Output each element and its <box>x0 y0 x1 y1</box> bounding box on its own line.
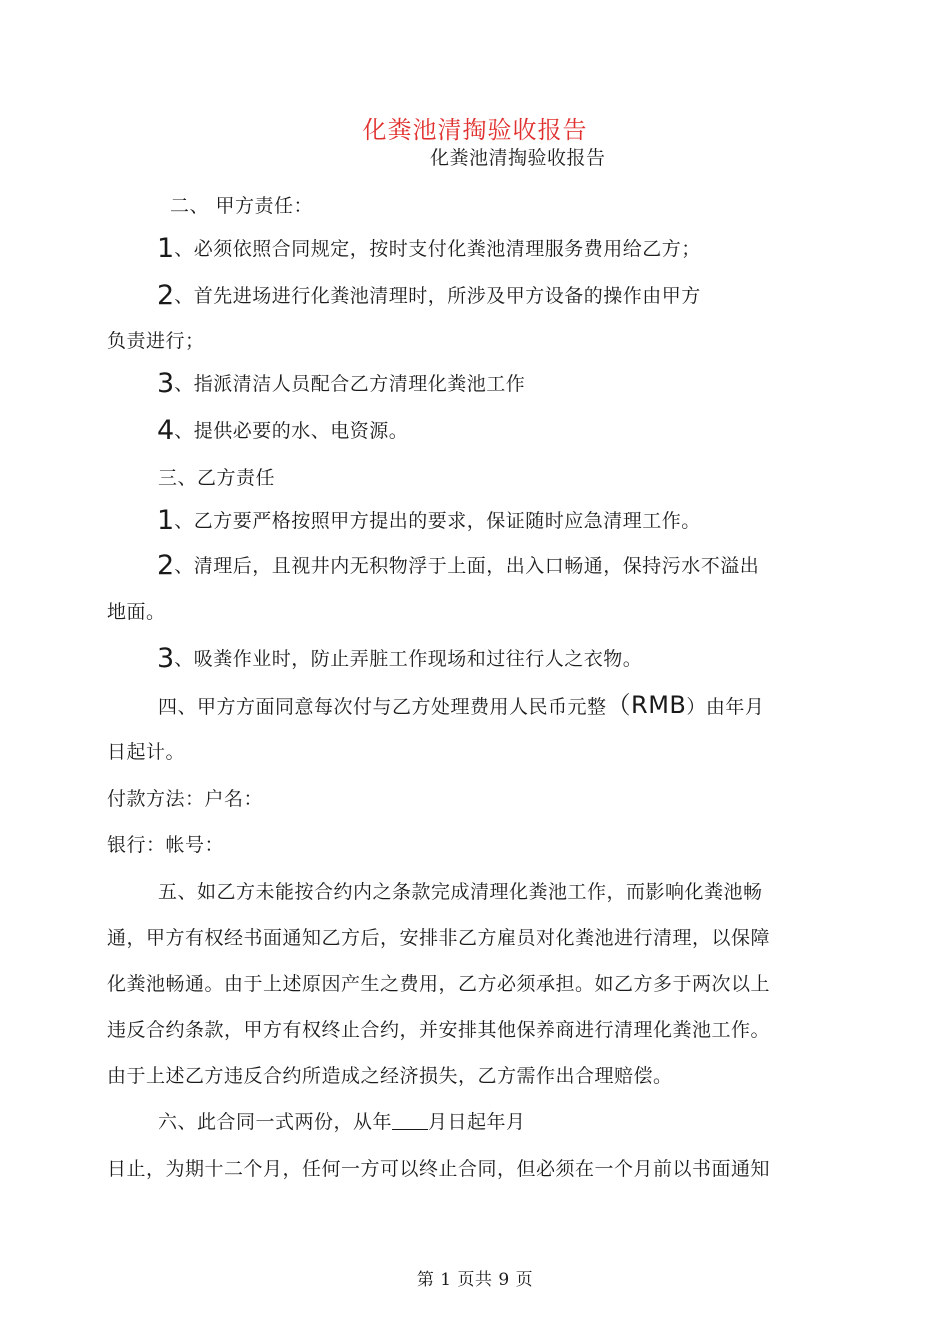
list-item-continuation: 负责进行； <box>107 330 205 352</box>
list-item <box>157 643 643 674</box>
paragraph-line: 由于上述乙方违反合约所造成之经济损失，乙方需作出合理赔偿。 <box>107 1065 673 1087</box>
paragraph-line: 化粪池畅通。由于上述原因产生之费用，乙方必须承担。如乙方多于两次以上 <box>107 973 771 995</box>
list-item <box>157 368 526 399</box>
paragraph-line: 违反合约条款，甲方有权终止合约，并安排其他保养商进行清理化粪池工作。 <box>107 1019 771 1041</box>
item-text: 、首先进场进行化粪池清理时，所涉及甲方设备的操作由甲方 <box>174 285 701 307</box>
payment-clause-text: 四、甲方方面同意每次付与乙方处理费用人民币元整 <box>158 696 607 718</box>
term-clause-text: 六、此合同一式两份，从年 <box>158 1111 393 1133</box>
rmb-label: （RMB <box>606 691 687 719</box>
payment-clause <box>158 692 764 720</box>
item-number: 1 <box>157 233 175 264</box>
item-text: 、吸粪作业时，防止弄脏工作现场和过往行人之衣物。 <box>174 648 643 670</box>
item-number: 4 <box>157 415 175 446</box>
section-heading-party-a: 二、 甲方责任： <box>170 195 314 217</box>
list-item <box>157 280 701 311</box>
document-title: 化粪池清掏验收报告 <box>362 116 588 144</box>
paragraph-line: 通，甲方有权经书面通知乙方后，安排非乙方雇员对化粪池进行清理，以保障 <box>107 927 771 949</box>
list-item <box>157 415 409 446</box>
item-number: 3 <box>157 368 175 399</box>
payment-clause-tail: ）由年月 <box>686 696 765 718</box>
item-text: 、清理后，且视井内无积物浮于上面，出入口畅通，保持污水不溢出 <box>174 555 760 577</box>
item-text: 、指派清洁人员配合乙方清理化粪池工作 <box>174 373 526 395</box>
item-number: 2 <box>157 280 175 311</box>
page-number: 第 1 页共 9 页 <box>416 1270 534 1290</box>
bank-account-line: 银行：帐号： <box>107 834 225 856</box>
list-item-continuation: 地面。 <box>107 601 166 623</box>
term-clause-tail: 月日起年月 <box>428 1111 526 1133</box>
list-item <box>157 505 701 536</box>
list-item <box>157 550 760 581</box>
section-heading-party-b: 三、乙方责任 <box>158 467 276 489</box>
term-clause <box>158 1109 526 1135</box>
item-text: 、乙方要严格按照甲方提出的要求，保证随时应急清理工作。 <box>174 510 701 532</box>
item-text: 、提供必要的水、电资源。 <box>174 420 409 442</box>
item-text: 、必须依照合同规定，按时支付化粪池清理服务费用给乙方； <box>174 238 701 260</box>
payment-method-line: 付款方法：户名： <box>107 788 264 810</box>
document-subtitle: 化粪池清掏验收报告 <box>430 147 606 169</box>
paragraph-line: 五、如乙方未能按合约内之条款完成清理化粪池工作，而影响化粪池畅 <box>158 881 763 903</box>
term-clause-continuation: 日止，为期十二个月，任何一方可以终止合同，但必须在一个月前以书面通知 <box>107 1158 771 1180</box>
item-number: 3 <box>157 643 175 674</box>
list-item <box>157 233 701 264</box>
payment-clause-continuation: 日起计。 <box>107 741 186 763</box>
fill-in-blank <box>392 1111 428 1130</box>
item-number: 2 <box>157 550 175 581</box>
item-number: 1 <box>157 505 175 536</box>
